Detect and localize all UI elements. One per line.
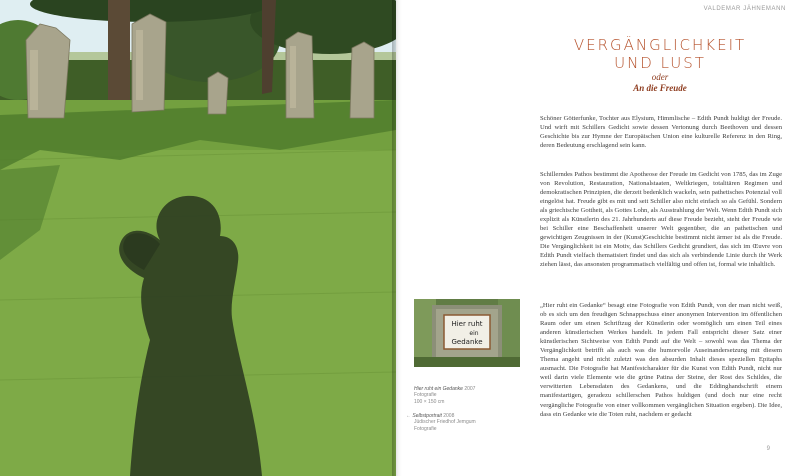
body-paragraph-1: Schöner Götterfunke, Tochter aus Elysium, Himmlische – Edith Pundt huldigt der Freude. Und wirft mit Schillers Gedicht sowie dessen Vertonung durch Beethoven und dessen Geschichte bis zur Hymne der Europäischen Union eine kulturelle Referenz in den Ring, deren Bedeutung erschlagend sein kann. bbox=[540, 115, 782, 150]
caption-2-title: Selbstportrait bbox=[412, 413, 442, 419]
caption-left-photo bbox=[406, 413, 476, 432]
caption-1-size: 100 × 150 cm bbox=[414, 398, 445, 405]
body-paragraph-2: Schillerndes Pathos bestimmt die Apotheose der Freude im Gedicht von 1785, das im Zuge von Revolution, Restauration, Nationalstaaten, Weltkriegen, totalitären Regimen und demokratischen Prinzipien, die derzeit bedenklich wackeln, sein pathetisches Potenzial voll eingelöst hat. Freude gibt es mit und seit Schiller also nicht einfach so als Gefühl. Sondern als griechische Gottheit, als Gottes Lohn, als Ausstrahlung der Welt. Wenn Edith Pundt sich explizit als Künstlerin des 21. Jahrhunderts auf diese Freude bezieht, steht der Freude wie bei Schiller eine Beschaffenheit unserer Welt gegenüber, die an pathetischen und gewichtigen Zeugnissen in der (Kunst)Geschichte bestimmt nicht ärmer ist als die Freude. Die Vergänglichkeit ist ein Motiv, das Schillers Gedicht grundiert, das sich im Œuvre von Edith Pundt vielfach thematisiert findet und das sich als verbindende Linie durch ihr Werk ziehen lässt, das ansonsten programmatisch vielfältig und offen ist, formal wie inhaltlich. bbox=[540, 171, 782, 269]
caption-2-arrow: ← bbox=[406, 413, 411, 419]
sign-text-line-3: Gedanke bbox=[451, 338, 483, 346]
subtitle-oder: oder bbox=[651, 72, 669, 82]
body-paragraph-3: „Hier ruht ein Gedanke“ besagt eine Fotografie von Edith Pundt, von der man nicht weiß, ob es sich um den freudigen Schnappschuss einer anonymen Intervention im öffentlichen Raum oder um einen Schriftzug der Künstlerin oder womöglich um einen Teil eines anderen künstlerischen Werkes handelt. In jedem Fall entspricht dieser Satz einer künstlerischen Sichtweise von Edith Pundt auf die Welt – sowohl was das Thema der Vergänglichkeit betrifft als auch was die humorvolle Auseinandersetzung mit diesem Thema angeht und nicht zuletzt was den absurden Inhalt dieses speziellen Epitaphs ausmacht. Die Fotografie hat Manifestcharakter für die Kunst von Edith Pundt, nicht nur weil darin viele Elemente wie die grüne Patina der Steine, der Rost des Schildes, die verwitterten Lebensdaten des Gedankens, und die Eddinghandschrift einem manifestartigen, geradezu schillerschen Pathos huldigen (und doch nur eine recht vergängliche Fotografie von einer vollkommen vergänglichen Situation ergeben). Die Idee, dass ein Gedanke wie die Toten ruht, nachdem er gedacht bbox=[540, 302, 782, 418]
sign-text-line-1: Hier ruht bbox=[451, 320, 483, 328]
caption-2-year: 2008 bbox=[443, 413, 455, 419]
thumbnail-illustration bbox=[414, 299, 520, 367]
caption-1-year: 2007 bbox=[464, 386, 476, 392]
running-head: VALDEMAR JÄHNEMANN bbox=[703, 6, 786, 12]
title-line-1: VERGÄNGLICHKEIT bbox=[573, 36, 747, 54]
caption-2-medium: Fotografie bbox=[414, 425, 437, 432]
cemetery-shadow-photo bbox=[0, 0, 396, 476]
caption-2-place: Jüdischer Friedhof Jemgum bbox=[414, 419, 476, 426]
title-line-2: UND LUST bbox=[614, 54, 706, 72]
page-number: 9 bbox=[766, 446, 770, 452]
caption-thumbnail bbox=[414, 386, 475, 405]
photo-illustration bbox=[0, 0, 396, 476]
subtitle-an-die-freude: An die Freude bbox=[633, 83, 687, 93]
thumbnail-hier-ruht-photo bbox=[414, 299, 520, 367]
caption-1-title: Hier ruht ein Gedanke bbox=[414, 386, 463, 392]
text-page bbox=[396, 0, 800, 476]
article-title bbox=[546, 36, 774, 94]
sign-text-line-2: ein bbox=[469, 330, 479, 337]
caption-1-medium: Fotografie bbox=[414, 392, 437, 399]
